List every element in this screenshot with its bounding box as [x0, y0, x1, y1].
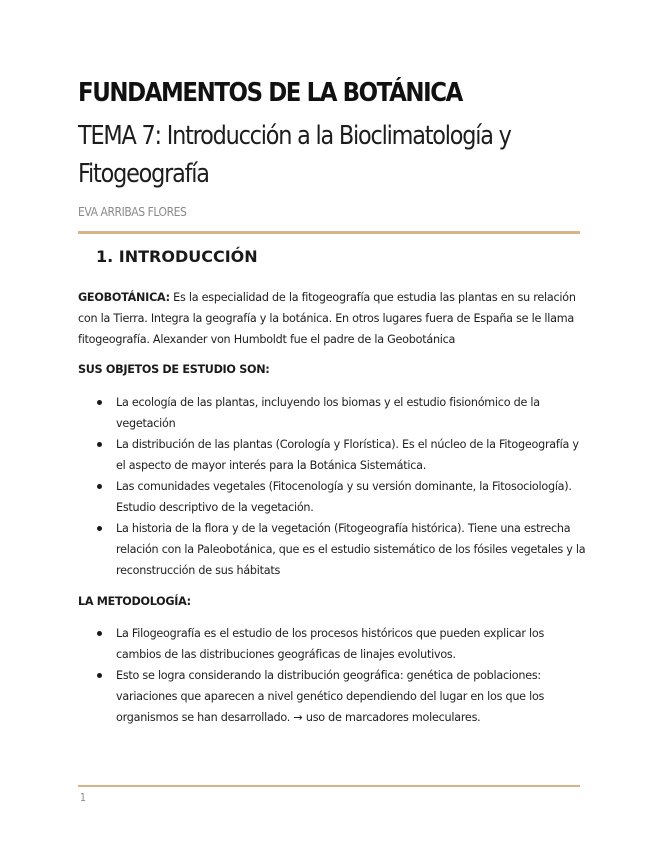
bullet-icon: [97, 673, 102, 678]
list-item: La Filogeografía es el estudio de los procesos históricos que pueden explicar los cambios de las distribuciones geográficas de linajes evolutivos.: [78, 623, 588, 665]
intro-lead-term: GEOBOTÁNICA:: [78, 291, 170, 304]
objects-list: [78, 392, 588, 581]
page-number: 1: [80, 791, 86, 804]
list-item: La distribución de las plantas (Corología y Florística). Es el núcleo de la Fitogeografía y el aspecto de mayor interés para la Botánica Sistemática.: [78, 434, 588, 476]
bullet-icon: [97, 526, 102, 531]
bullet-icon: [97, 400, 102, 405]
header-divider: [78, 231, 580, 234]
method-list: [78, 623, 588, 728]
document-author: EVA ARRIBAS FLORES: [78, 205, 187, 219]
objects-label: SUS OBJETOS DE ESTUDIO SON:: [78, 363, 270, 376]
footer-divider: [78, 785, 580, 787]
list-item: Las comunidades vegetales (Fitocenología y su versión dominante, la Fitosociología). Estudio descriptivo de la vegetación.: [78, 476, 588, 518]
intro-paragraph: [78, 287, 588, 350]
bullet-icon: [97, 631, 102, 636]
document-subtitle: TEMA 7: Introducción a la Bioclimatología y Fitogeografía: [78, 121, 511, 189]
bullet-icon: [97, 484, 102, 489]
section-heading: 1. INTRODUCCIÓN: [96, 247, 258, 266]
method-label: LA METODOLOGÍA:: [78, 595, 191, 608]
bullet-icon: [97, 442, 102, 447]
document-title: FUNDAMENTOS DE LA BOTÁNICA: [78, 78, 462, 108]
list-item: Esto se logra considerando la distribución geográfica: genética de poblaciones: variaciones que aparecen a nivel genético dependiendo del lugar en los que los organismos se han desarrollado. → uso de marcadores moleculares.: [78, 665, 588, 728]
list-item: La ecología de las plantas, incluyendo los biomas y el estudio fisionómico de la vegetación: [78, 392, 588, 434]
list-item: La historia de la flora y de la vegetación (Fitogeografía histórica). Tiene una estrecha relación con la Paleobotánica, que es el estudio sistemático de los fósiles vegetales y la reconstrucción de sus hábitats: [78, 518, 588, 581]
intro-text: Es la especialidad de la fitogeografía que estudia las plantas en su relación con la Tierra. Integra la geografía y la botánica. En otros lugares fuera de España se le llama fitogeografía. Alexander von Humboldt fue el padre de la Geobotánica: [78, 291, 576, 346]
